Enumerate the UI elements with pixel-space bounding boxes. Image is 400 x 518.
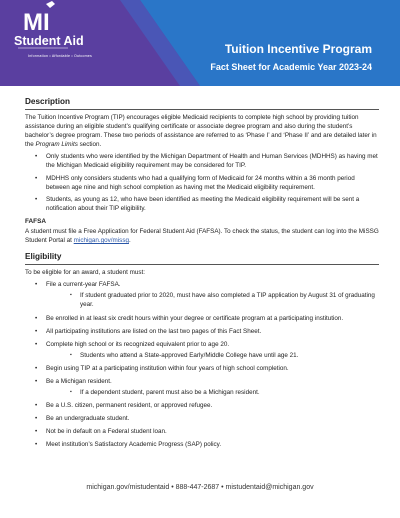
list-item: • Be an undergraduate student. <box>25 414 379 423</box>
list-item: • MDHHS only considers students who had a qualifying form of Medicaid for 24 months within a 36 month period between age nine and high school completion as having met the Medicaid eligibility requirement. <box>25 174 379 192</box>
description-bullets <box>25 152 379 213</box>
description-heading: Description <box>25 97 71 106</box>
header-banner <box>0 0 400 86</box>
eligibility-heading: Eligibility <box>25 252 62 262</box>
list-item: • Be enrolled in at least six credit hours within your degree or certificate program at a participating institution. <box>25 314 379 323</box>
mi-student-aid-logo <box>0 0 100 60</box>
logo-tagline: Information • Affordable • Outcomes <box>28 54 92 58</box>
footer-contact: michigan.gov/mistudentaid • 888-447-2687 • mistudentaid@michigan.gov <box>86 484 314 491</box>
divider <box>25 264 379 265</box>
missg-link[interactable]: michigan.gov/missg <box>73 237 129 245</box>
list-item: • File a current-year FAFSA. ▪ If student graduated prior to 2020, must have also completed a TIP application by August 31 of graduating year. <box>25 280 379 309</box>
fafsa-paragraph: A student must file a Free Application for Federal Student Aid (FAFSA). To check the status, the student can log into the MiSSG Student Portal at michigan.gov/missg. <box>25 227 379 245</box>
eligibility-list <box>25 280 379 449</box>
list-item: • Not be in default on a Federal student loan. <box>25 427 379 436</box>
page-title: Tuition Incentive Program <box>224 42 372 56</box>
list-item: • Only students who were identified by the Michigan Department of Health and Human Services (MDHHS) as having met the Michigan Medicaid eligibility requirement may be considered for TIP. <box>25 152 379 170</box>
list-item: • Be a U.S. citizen, permanent resident, or approved refugee. <box>25 401 379 410</box>
list-item: • All participating institutions are listed on the last two pages of this Fact Sheet. <box>25 327 379 336</box>
divider <box>25 109 379 110</box>
eligibility-intro: To be eligible for an award, a student must: <box>25 269 146 277</box>
description-paragraph: The Tuition Incentive Program (TIP) encourages eligible Medicaid recipients to complete high school by providing tuition assistance during an eligible student’s qualifying certificate or associate degree program and also during the student’s bachelor’s degree program. These two periods of assistance are referred to as ‘Phase I’ and ‘Phase II’ and are detailed later in the Program Limits section. <box>25 114 377 149</box>
svg-text:Student Aid: Student Aid <box>14 34 84 48</box>
sub-list-item: ▪ If student graduated prior to 2020, must have also completed a TIP application by August 31 of graduating year. <box>58 291 379 309</box>
sub-list-item: ▪ Students who attend a State-approved Early/Middle College have until age 21. <box>58 351 379 360</box>
main-content <box>25 96 379 454</box>
fafsa-heading: FAFSA <box>25 217 46 225</box>
list-item: • Be a Michigan resident. ▪ If a dependent student, parent must also be a Michigan resident. <box>25 377 379 397</box>
list-item: • Complete high school or its recognized equivalent prior to age 20. ▪ Students who attend a State-approved Early/Middle College have until age 21. <box>25 340 379 360</box>
list-item: • Begin using TIP at a participating institution within four years of high school completion. <box>25 364 379 373</box>
list-item: • Students, as young as 12, who have been identified as meeting the Medicaid eligibility requirement will be sent a notification about their TIP eligibility. <box>25 195 379 213</box>
list-item: • Meet institution’s Satisfactory Academic Progress (SAP) policy. <box>25 440 379 449</box>
sub-list-item: ▪ If a dependent student, parent must also be a Michigan resident. <box>58 388 379 397</box>
page-subtitle: Fact Sheet for Academic Year 2023-24 <box>210 62 372 72</box>
svg-text:MI: MI <box>23 9 50 36</box>
